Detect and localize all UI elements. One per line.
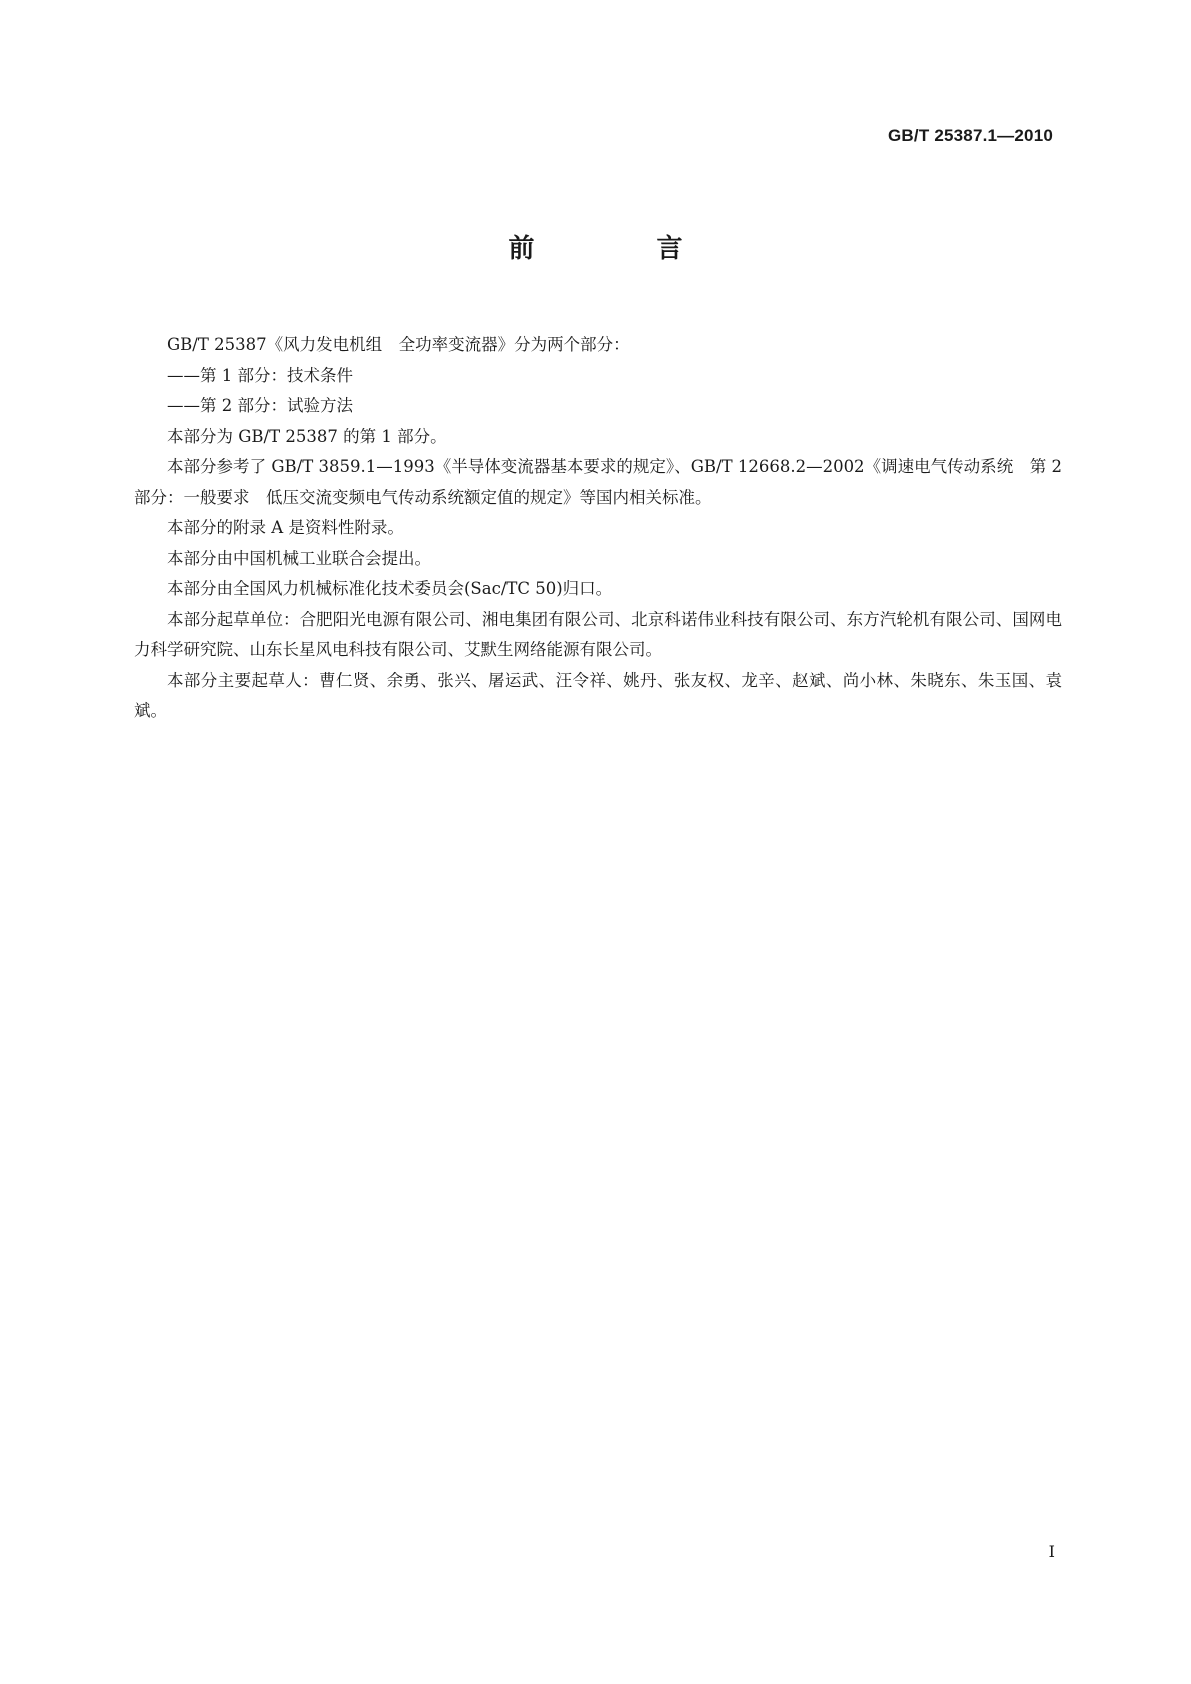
paragraph-parts-intro: GB/T 25387《风力发电机组 全功率变流器》分为两个部分： [167, 335, 630, 354]
standard-number: GB/T 25387.1—2010 [888, 126, 1053, 145]
foreword-body [134, 330, 1062, 727]
paragraph-part-1: ——第 1 部分：技术条件 [167, 365, 353, 385]
paragraph-proposed-by: 本部分由中国机械工业联合会提出。 [167, 548, 431, 568]
page-number: I [1048, 1542, 1055, 1561]
paragraph-drafting-units: 本部分起草单位：合肥阳光电源有限公司、湘电集团有限公司、北京科诺伟业科技有限公司、东方汽轮机有限公司、国网电力科学研究院、山东长星风电科技有限公司、艾默生网络能源有限公司。 [134, 609, 1062, 659]
paragraph-drafters: 本部分主要起草人：曹仁贤、余勇、张兴、屠运武、汪令祥、姚丹、张友权、龙辛、赵斌、尚小林、朱晓东、朱玉国、袁斌。 [134, 670, 1062, 720]
paragraph-part-2: ——第 2 部分：试验方法 [167, 396, 353, 415]
page-title: 前 言 [508, 234, 731, 264]
paragraph-managed-by: 本部分由全国风力机械标准化技术委员会(Sac/TC 50)归口。 [167, 579, 613, 598]
paragraph-this-part: 本部分为 GB/T 25387 的第 1 部分。 [167, 426, 447, 446]
paragraph-appendix: 本部分的附录 A 是资料性附录。 [167, 518, 404, 537]
paragraph-references: 本部分参考了 GB/T 3859.1—1993《半导体变流器基本要求的规定》、GB/T 12668.2—2002《调速电气传动系统 第 2 部分：一般要求 低压交流变频电气传动系统额定值的规定》等国内相关标准。 [134, 457, 1062, 507]
